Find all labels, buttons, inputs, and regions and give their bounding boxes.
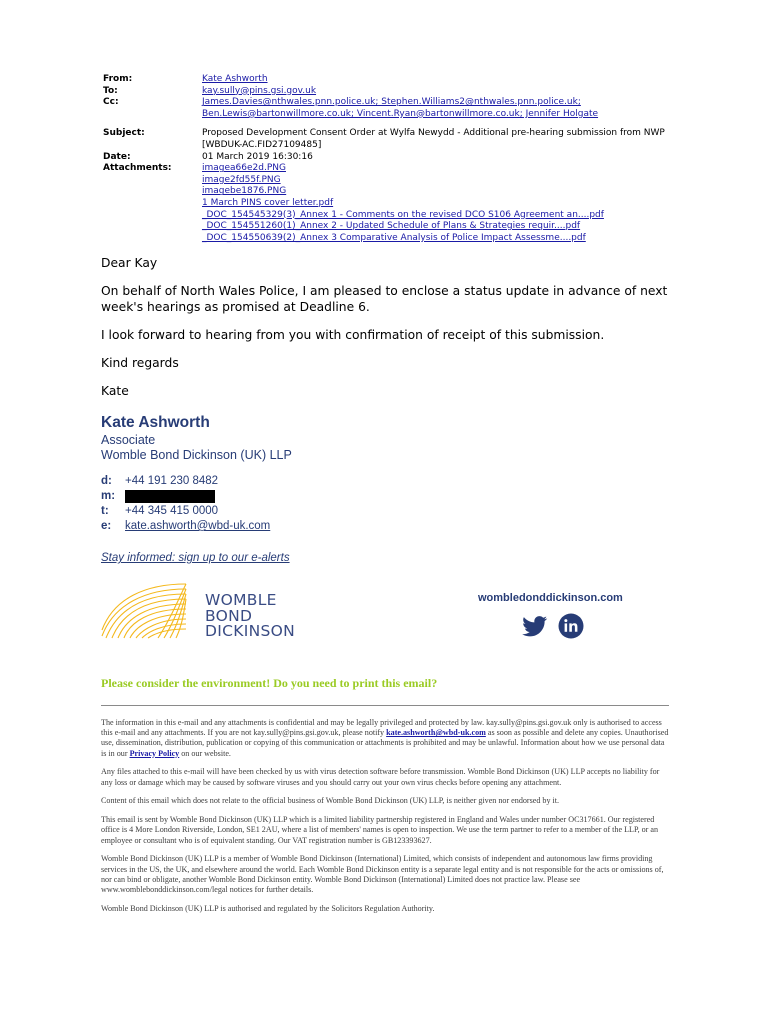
subject-row: [103, 128, 703, 151]
attachments-row: [103, 163, 703, 244]
attachment-item[interactable]: imagea66e2d.PNG: [202, 163, 286, 174]
legal-paragraph-6: Womble Bond Dickinson (UK) LLP is authorised and regulated by the Solicitors Regulation Authority.: [101, 903, 435, 913]
cc-value: [202, 97, 703, 120]
email-label: e:: [101, 520, 112, 532]
email-body: [101, 256, 681, 412]
privacy-policy-link[interactable]: Privacy Policy: [129, 748, 180, 758]
attachment-item[interactable]: imagebe1876.PNG: [202, 186, 287, 197]
legal-paragraph-4: This email is sent by Womble Bond Dickinson (UK) LLP which is a limited liability partnership registered in England and Wales under number OC317661. Our registered office is 4 More London Riverside, London, SE1 2AU, where a list of members' names is open to inspection. We use the term partner to refer to a member of the LLP, or an employee or consultant who is of equivalent standing. Our VAT registration number is GB123393627.: [101, 815, 659, 845]
e-alerts-link[interactable]: Stay informed: sign up to our e-alerts: [101, 552, 290, 564]
environment-notice: Please consider the environment! Do you need to print this email?: [101, 676, 438, 690]
cc-label: Cc:: [103, 97, 119, 108]
logo-line-1: WOMBLE: [205, 591, 277, 609]
legal-paragraph-2: Any files attached to this e-mail will have been checked by us with virus detection software before transmission. Womble Bond Dickinson (UK) LLP accepts no liability for any loss or damage which may be caused by software viruses and you should carry out your own virus checks before opening any attachment.: [101, 767, 660, 787]
from-value[interactable]: Kate Ashworth: [202, 74, 268, 84]
from-row: [103, 74, 703, 86]
attachments-list: [202, 163, 703, 244]
telephone-value: +44 345 415 0000: [125, 505, 219, 517]
cc-line-2[interactable]: Ben.Lewis@bartonwillmore.co.uk; Vincent.Ryan@bartonwillmore.co.uk; Jennifer Holgate: [202, 108, 599, 119]
legal-text: The information in this e-mail and any attachments is confidential and may be legally privileged and protected by law. kay.sully@pins.gsi.gov.uk only is authorised to access this e-mail and any attachments. If you are not kay.sully@pins.gsi.gov.uk, please notify: [101, 718, 662, 738]
divider: [101, 705, 669, 706]
twitter-icon[interactable]: [522, 616, 547, 636]
logo-wordmark: [205, 593, 295, 640]
to-row: [103, 86, 703, 98]
logo-line-2: BOND: [205, 606, 253, 625]
closing: Kind regards: [101, 355, 179, 370]
greeting: Dear Kay: [101, 256, 158, 270]
legal-paragraph-3: Content of this email which does not relate to the official business of Womble Bond Dickinson (UK) LLP, is neither given nor endorsed by it.: [101, 796, 560, 806]
legal-paragraph-1: [101, 718, 671, 759]
email-header: [103, 74, 703, 244]
legal-disclaimer: [101, 718, 671, 923]
contact-details: [101, 474, 270, 534]
signature-name: Kate Ashworth: [101, 414, 210, 431]
linkedin-icon[interactable]: [559, 614, 584, 639]
mobile-label: m:: [101, 490, 116, 502]
date-value: 01 March 2019 16:30:16: [202, 151, 313, 162]
email-link[interactable]: kate.ashworth@wbd-uk.com: [125, 520, 271, 532]
direct-line-label: d:: [101, 475, 112, 487]
subject-line-1: Proposed Development Consent Order at Wylfa Newydd - Additional pre-hearing submission from NWP: [202, 128, 665, 139]
mobile-row: [101, 489, 270, 504]
subject-value: [202, 128, 703, 151]
attachment-item[interactable]: _DOC_154550639(2)_Annex 3 Comparative Analysis of Police Impact Assessme....pdf: [202, 232, 586, 243]
direct-line-value: +44 191 230 8482: [125, 475, 219, 487]
legal-text: as soon as possible and delete any copies. Unauthorised use, dissemination, distribution, publication or copying of this communication or attachments is prohibited and may be unlawful. Information about how we use personal data is in our: [101, 728, 669, 758]
to-label: To:: [103, 85, 118, 96]
logo-line-3: DICKINSON: [205, 622, 295, 640]
subject-line-2: [WBDUK-AC.FID27109485]: [202, 139, 322, 150]
body-paragraph-1: On behalf of North Wales Police, I am pleased to enclose a status update in advance of next week's hearings as promised at Deadline 6.: [101, 284, 668, 314]
direct-line-row: [101, 474, 270, 489]
website-link[interactable]: wombledonddickinson.com: [478, 592, 623, 604]
signature-firm: Womble Bond Dickinson (UK) LLP: [101, 448, 292, 462]
attachments-label: Attachments:: [103, 163, 172, 174]
signature-role: Associate: [101, 433, 156, 447]
date-label: Date:: [103, 151, 131, 162]
attachment-item[interactable]: image2fd55f.PNG: [202, 174, 281, 185]
legal-text: on our website.: [179, 748, 231, 758]
email-row: [101, 519, 270, 534]
to-value[interactable]: kay.sully@pins.gsi.gov.uk: [202, 85, 317, 96]
signature-block: [101, 413, 292, 463]
legal-paragraph-5: Womble Bond Dickinson (UK) LLP is a member of Womble Bond Dickinson (International) Limited, which consists of independent and autonomous law firms providing services in the US, the UK, and elsewhere around the world. Each Womble Bond Dickinson entity is a separate legal entity and is not responsible for the acts or omissions of, nor can bind or obligate, another Womble Bond Dickinson entity. Womble Bond Dickinson (International) Limited does not practice law. Please see www.womblebonddickinson.com/legal notices for further details.: [101, 854, 664, 895]
telephone-label: t:: [101, 505, 109, 517]
social-icons: [521, 612, 585, 640]
date-row: [103, 152, 703, 164]
telephone-row: [101, 504, 270, 519]
notify-email-link[interactable]: kate.ashworth@wbd-uk.com: [386, 728, 486, 738]
from-label: From:: [103, 74, 133, 84]
attachment-item[interactable]: _DOC_154551260(1)_Annex 2 - Updated Schedule of Plans & Strategies requir....pdf: [202, 221, 581, 232]
cc-row: [103, 97, 703, 120]
cc-line-1[interactable]: James.Davies@nthwales.pnn.police.uk; Stephen.Williams2@nthwales.pnn.police.uk;: [202, 97, 581, 108]
attachment-item[interactable]: _DOC_154545329(3)_Annex 1 - Comments on the revised DCO S106 Agreement an....pdf: [202, 209, 604, 220]
signoff: Kate: [101, 383, 129, 398]
subject-label: Subject:: [103, 128, 145, 139]
body-paragraph-2: I look forward to hearing from you with confirmation of receipt of this submission.: [101, 327, 605, 342]
redaction-box: [125, 490, 215, 503]
attachment-item[interactable]: 1 March PINS cover letter.pdf: [202, 197, 334, 208]
